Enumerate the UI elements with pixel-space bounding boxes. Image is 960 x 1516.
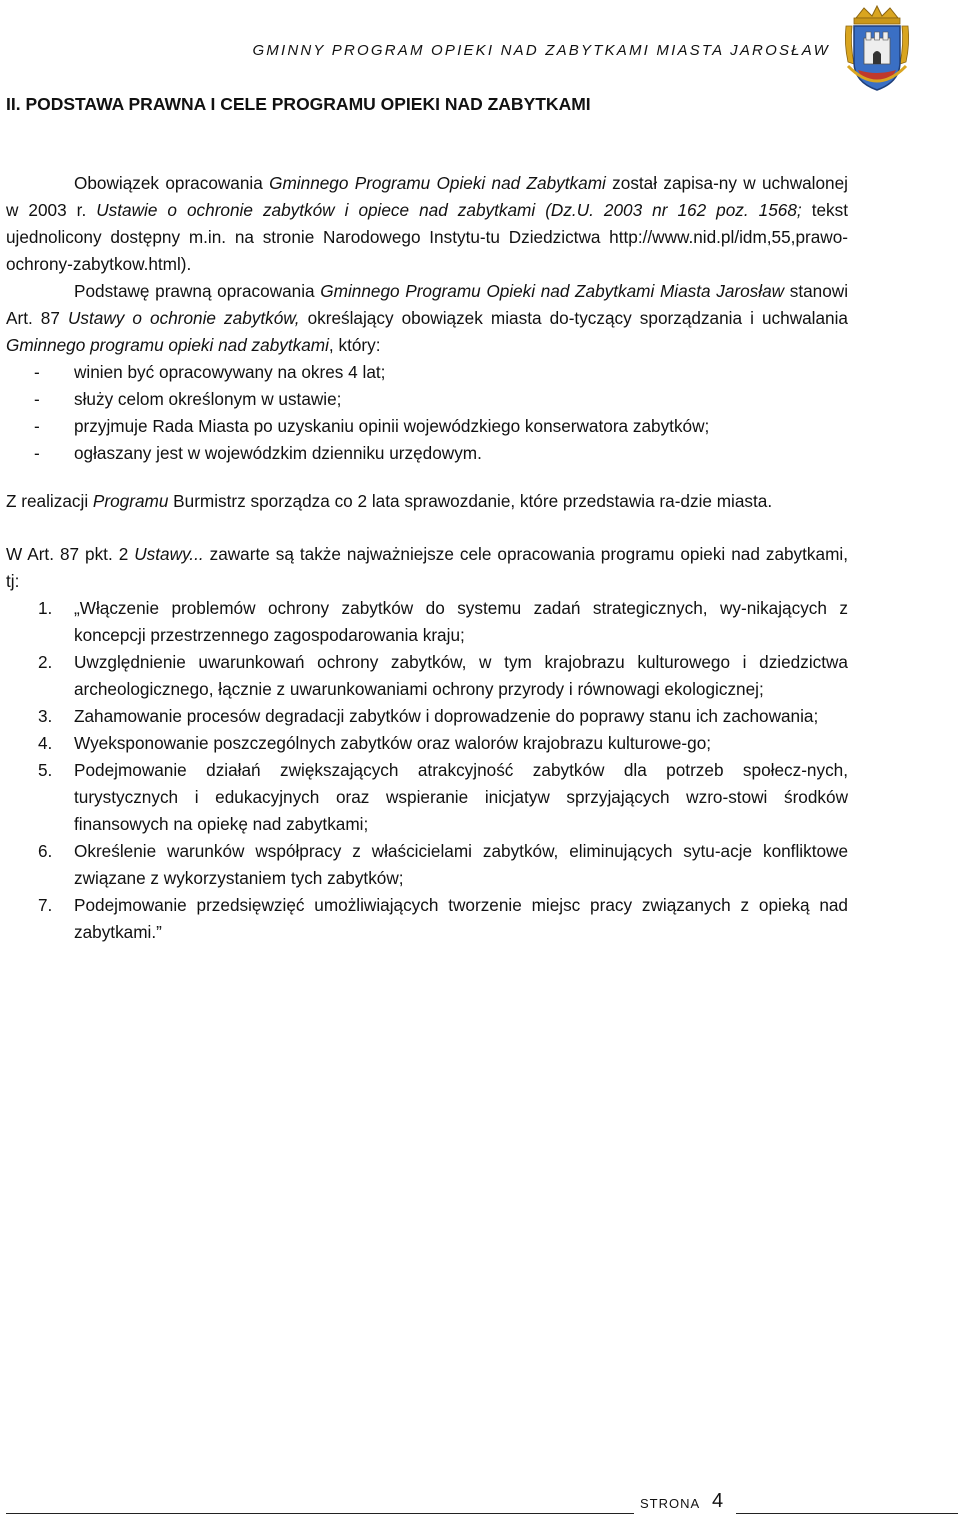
paragraph-program-goals-intro: W Art. 87 pkt. 2 Ustawy... zawarte są także najważniejsze cele opracowania programu opieki nad zabytkami, tj: [6, 544, 848, 591]
program-goals-list [6, 595, 848, 946]
list-item: 1. „Włączenie problemów ochrony zabytków do systemu zadań strategicznych, wy-nikających z koncepcji przestrzennego zagospodarowania kraju; [38, 598, 848, 645]
list-item: 7. Podejmowanie przedsięwzięć umożliwiających tworzenie miejsc pracy związanych z opieką nad zabytkami.” [38, 895, 848, 942]
paragraph-legal-basis: Podstawę prawną opracowania Gminnego Programu Opieki nad Zabytkami Miasta Jarosław stanowi Art. 87 Ustawy o ochronie zabytków, określający obowiązek miasta do-tyczący sporządzania i uchwalania Gminnego programu opieki nad zabytkami, który: [6, 281, 849, 355]
list-item: - służy celom określonym w ustawie; [34, 389, 342, 409]
list-item: - winien być opracowywany na okres 4 lat; [34, 362, 386, 382]
list-item: - przyjmuje Rada Miasta po uzyskaniu opinii wojewódzkiego konserwatora zabytków; [34, 416, 710, 436]
section-heading: II. PODSTAWA PRAWNA I CELE PROGRAMU OPIEKI NAD ZABYTKAMI [6, 94, 591, 114]
list-item: 4. Wyeksponowanie poszczególnych zabytków oraz walorów krajobrazu kulturowe-go; [38, 733, 712, 753]
paragraph-reporting: Z realizacji Programu Burmistrz sporządza co 2 lata sprawozdanie, które przedstawia ra-dzie miasta. [6, 491, 773, 511]
list-item: 2. Uwzględnienie uwarunkowań ochrony zabytków, w tym krajobrazu kulturowego i dziedzictwa archeologicznego, łącznie z uwarunkowaniami ochrony przyrody i równowagi ekologicznej; [38, 652, 848, 699]
footer-page-label: STRONA [640, 1496, 701, 1511]
list-item: 5. Podejmowanie działań zwiększających atrakcyjność zabytków dla potrzeb społecz-nych, turystycznych i edukacyjnych oraz wspieranie inicjatyw sprzyjających wzro-stowi środków finansowych na opiekę nad zabytkami; [38, 760, 848, 834]
running-header: GMINNY PROGRAM OPIEKI NAD ZABYTKAMI MIASTA JAROSŁAW [252, 42, 830, 59]
paragraph-legal-obligation: Obowiązek opracowania Gminnego Programu Opieki nad Zabytkami został zapisa-ny w uchwalonej w 2003 r. Ustawie o ochronie zabytków i opiece nad zabytkami (Dz.U. 2003 nr 162 poz. 1568; tekst ujednolicony dostępny m.in. na stronie Narodowego Instytu-tu Dziedzictwa http://www.nid.pl/idm,55,prawo-ochrony-zabytkow.html). [6, 173, 848, 274]
city-coat-of-arms-icon [842, 4, 912, 96]
document-body [6, 170, 848, 946]
footer-rule-left [6, 1513, 634, 1514]
list-item: 3. Zahamowanie procesów degradacji zabytków i doprowadzenie do poprawy stanu ich zachowania; [38, 706, 819, 726]
list-item: 6. Określenie warunków współpracy z właścicielami zabytków, eliminujących sytu-acje konfliktowe związane z wykorzystaniem tych zabytków; [38, 841, 848, 888]
page-number: 4 [712, 1490, 724, 1512]
footer-rule-right [736, 1513, 958, 1514]
program-requirements-list [6, 359, 848, 467]
list-item: - ogłaszany jest w wojewódzkim dzienniku urzędowym. [34, 443, 482, 463]
